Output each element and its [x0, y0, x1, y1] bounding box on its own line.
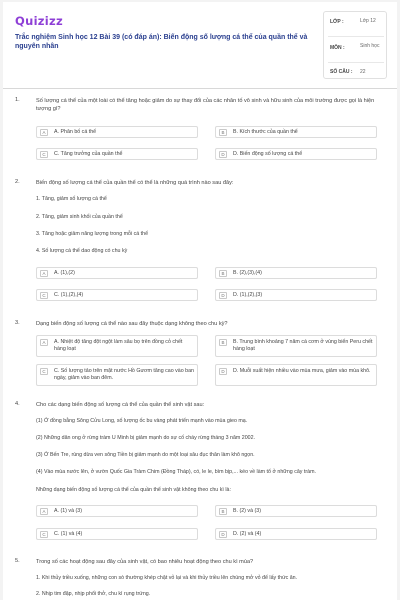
statement: 1. Tăng, giảm số lượng cá thể	[36, 196, 107, 202]
option-letter: D	[219, 292, 227, 299]
option-letter: B	[219, 339, 227, 346]
statement: 4. Số lượng cá thể dao động có chu kỳ	[36, 248, 128, 254]
option-d[interactable]	[215, 289, 377, 301]
question-number: 4.	[15, 401, 20, 407]
option-text: D. (1),(2),(3)	[233, 292, 263, 298]
option-c[interactable]	[36, 364, 198, 386]
option-letter: A	[40, 339, 48, 346]
header-divider	[3, 88, 397, 89]
question-text: Dạng biến động số lượng cá thể nào sau đây thuộc dạng không theo chu kỳ?	[36, 321, 228, 327]
question-text: Số lượng cá thể của một loài có thể tăng hoặc giảm do sự thay đổi của các nhân tố vô sinh và hữu sinh của môi trường được gọi là hiện tượng gì?	[36, 98, 375, 112]
option-letter: A	[40, 508, 48, 515]
count-value: 22	[360, 69, 366, 75]
question-number: 2.	[15, 179, 20, 185]
option-d[interactable]	[215, 528, 377, 540]
class-value: Lớp 12	[360, 18, 376, 24]
option-text: A. Phân bố cá thể	[54, 129, 97, 135]
meta-divider	[328, 62, 384, 63]
option-letter: D	[219, 531, 227, 538]
question-number: 1.	[15, 97, 20, 103]
option-c[interactable]	[36, 289, 198, 301]
option-letter: C	[40, 368, 48, 375]
option-text: D. Biến động số lượng cá thể	[233, 151, 303, 157]
option-letter: C	[40, 292, 48, 299]
meta-divider	[328, 36, 384, 37]
option-text: B. Trung bình khoảng 7 năm cá cơm ở vùng biển Peru chết hàng loạt	[233, 339, 373, 352]
option-letter: A	[40, 129, 48, 136]
statement: 2. Nhịp tim đập, nhịp phổi thở, chu kì rụng trứng.	[36, 591, 151, 597]
option-text: A. (1),(2)	[54, 270, 75, 276]
statement: (2) Những dân ong ở rừng tràm U Minh bị giảm mạnh do sự cố cháy rừng tháng 3 năm 2002.	[36, 435, 256, 441]
option-letter: D	[219, 151, 227, 158]
option-c[interactable]	[36, 148, 198, 160]
option-letter: B	[219, 270, 227, 277]
statement: (4) Vào mùa nước lên, ở vườn Quốc Gia Tràm Chim (Đồng Tháp), có, le le, bìm bịp,... kéo về làm tổ ở những cây tràm.	[36, 469, 316, 475]
option-text: D. (2) và (4)	[233, 531, 262, 537]
option-letter: A	[40, 270, 48, 277]
option-text: B. (2) và (3)	[233, 508, 261, 514]
option-text: C. Tăng trưởng của quần thể	[54, 151, 123, 157]
option-letter: D	[219, 368, 227, 375]
question-text: Cho các dạng biến động số lượng cá thể của quần thể sinh vật sau:	[36, 402, 205, 408]
question-number: 5.	[15, 558, 20, 564]
quizizz-logo: Quizizz	[15, 14, 64, 28]
statement: (1) Ở đồng bằng Sông Cửu Long, số lượng ốc bu vàng phát triển mạnh vào mùa gieo mạ.	[36, 418, 248, 424]
option-letter: B	[219, 508, 227, 515]
option-text: B. Kích thước của quần thể	[233, 129, 298, 135]
subject-value: Sinh học	[360, 43, 380, 49]
worksheet-title: Trắc nghiệm Sinh học 12 Bài 39 (có đáp án): Biến động số lượng cá thể của quần thể và nguyên nhân	[15, 34, 308, 50]
worksheet-header	[3, 2, 397, 82]
option-b[interactable]	[215, 335, 377, 357]
subject-label: MÔN :	[330, 45, 345, 51]
option-d[interactable]	[215, 148, 377, 160]
option-a[interactable]	[36, 505, 198, 517]
option-text: B. (2),(3),(4)	[233, 270, 262, 276]
option-b[interactable]	[215, 505, 377, 517]
statement: 1. Khi thủy triều xuống, những con sò thường khép chặt vỏ lại và khi thủy triều lên chúng mở vỏ để lấy thức ăn.	[36, 575, 298, 581]
option-d[interactable]	[215, 364, 377, 386]
option-c[interactable]	[36, 528, 198, 540]
option-text: C. (1),(2),(4)	[54, 292, 84, 298]
option-b[interactable]	[215, 267, 377, 279]
question-text: Biến động số lượng cá thể của quần thể có thể là những quá trình nào sau đây:	[36, 180, 234, 186]
statement: Những dạng biến động số lượng cá thể của quần thể sinh vật không theo chu kì là:	[36, 487, 231, 493]
option-text: A. Nhiệt độ tăng đột ngột làm sâu bọ trên đồng cỏ chết hàng loạt	[54, 339, 183, 352]
option-letter: B	[219, 129, 227, 136]
option-b[interactable]	[215, 126, 377, 138]
option-a[interactable]	[36, 126, 198, 138]
question-number: 3.	[15, 320, 20, 326]
option-text: C. Số lượng tảo trên mặt nước Hồ Gươm tăng cao vào ban ngày, giảm vào ban đêm.	[54, 368, 195, 381]
question-text: Trong số các hoạt động sau đây của sinh vật, có bao nhiêu hoạt động theo chu kì mùa?	[36, 559, 254, 565]
option-letter: C	[40, 531, 48, 538]
option-a[interactable]	[36, 267, 198, 279]
worksheet-page	[3, 2, 397, 600]
option-letter: C	[40, 151, 48, 158]
statement: 2. Tăng, giảm sinh khối của quần thể	[36, 214, 123, 220]
option-text: A. (1) và (3)	[54, 508, 82, 514]
option-text: C. (1) và (4)	[54, 531, 83, 537]
worksheet-meta	[323, 11, 387, 79]
count-label: SỐ CÂU :	[330, 69, 353, 75]
option-a[interactable]	[36, 335, 198, 357]
class-label: LỚP :	[330, 19, 344, 25]
statement: (3) Ở Bến Tre, rùng dừa ven sông Tiền bị giảm mạnh do một loại sâu đục thân làm khô ngọn.	[36, 452, 255, 458]
option-text: D. Muỗi xuất hiện nhiều vào mùa mưa, giảm vào mùa khô.	[233, 368, 371, 374]
statement: 3. Tăng hoặc giảm năng lượng trong mỗi cá thể	[36, 231, 149, 237]
